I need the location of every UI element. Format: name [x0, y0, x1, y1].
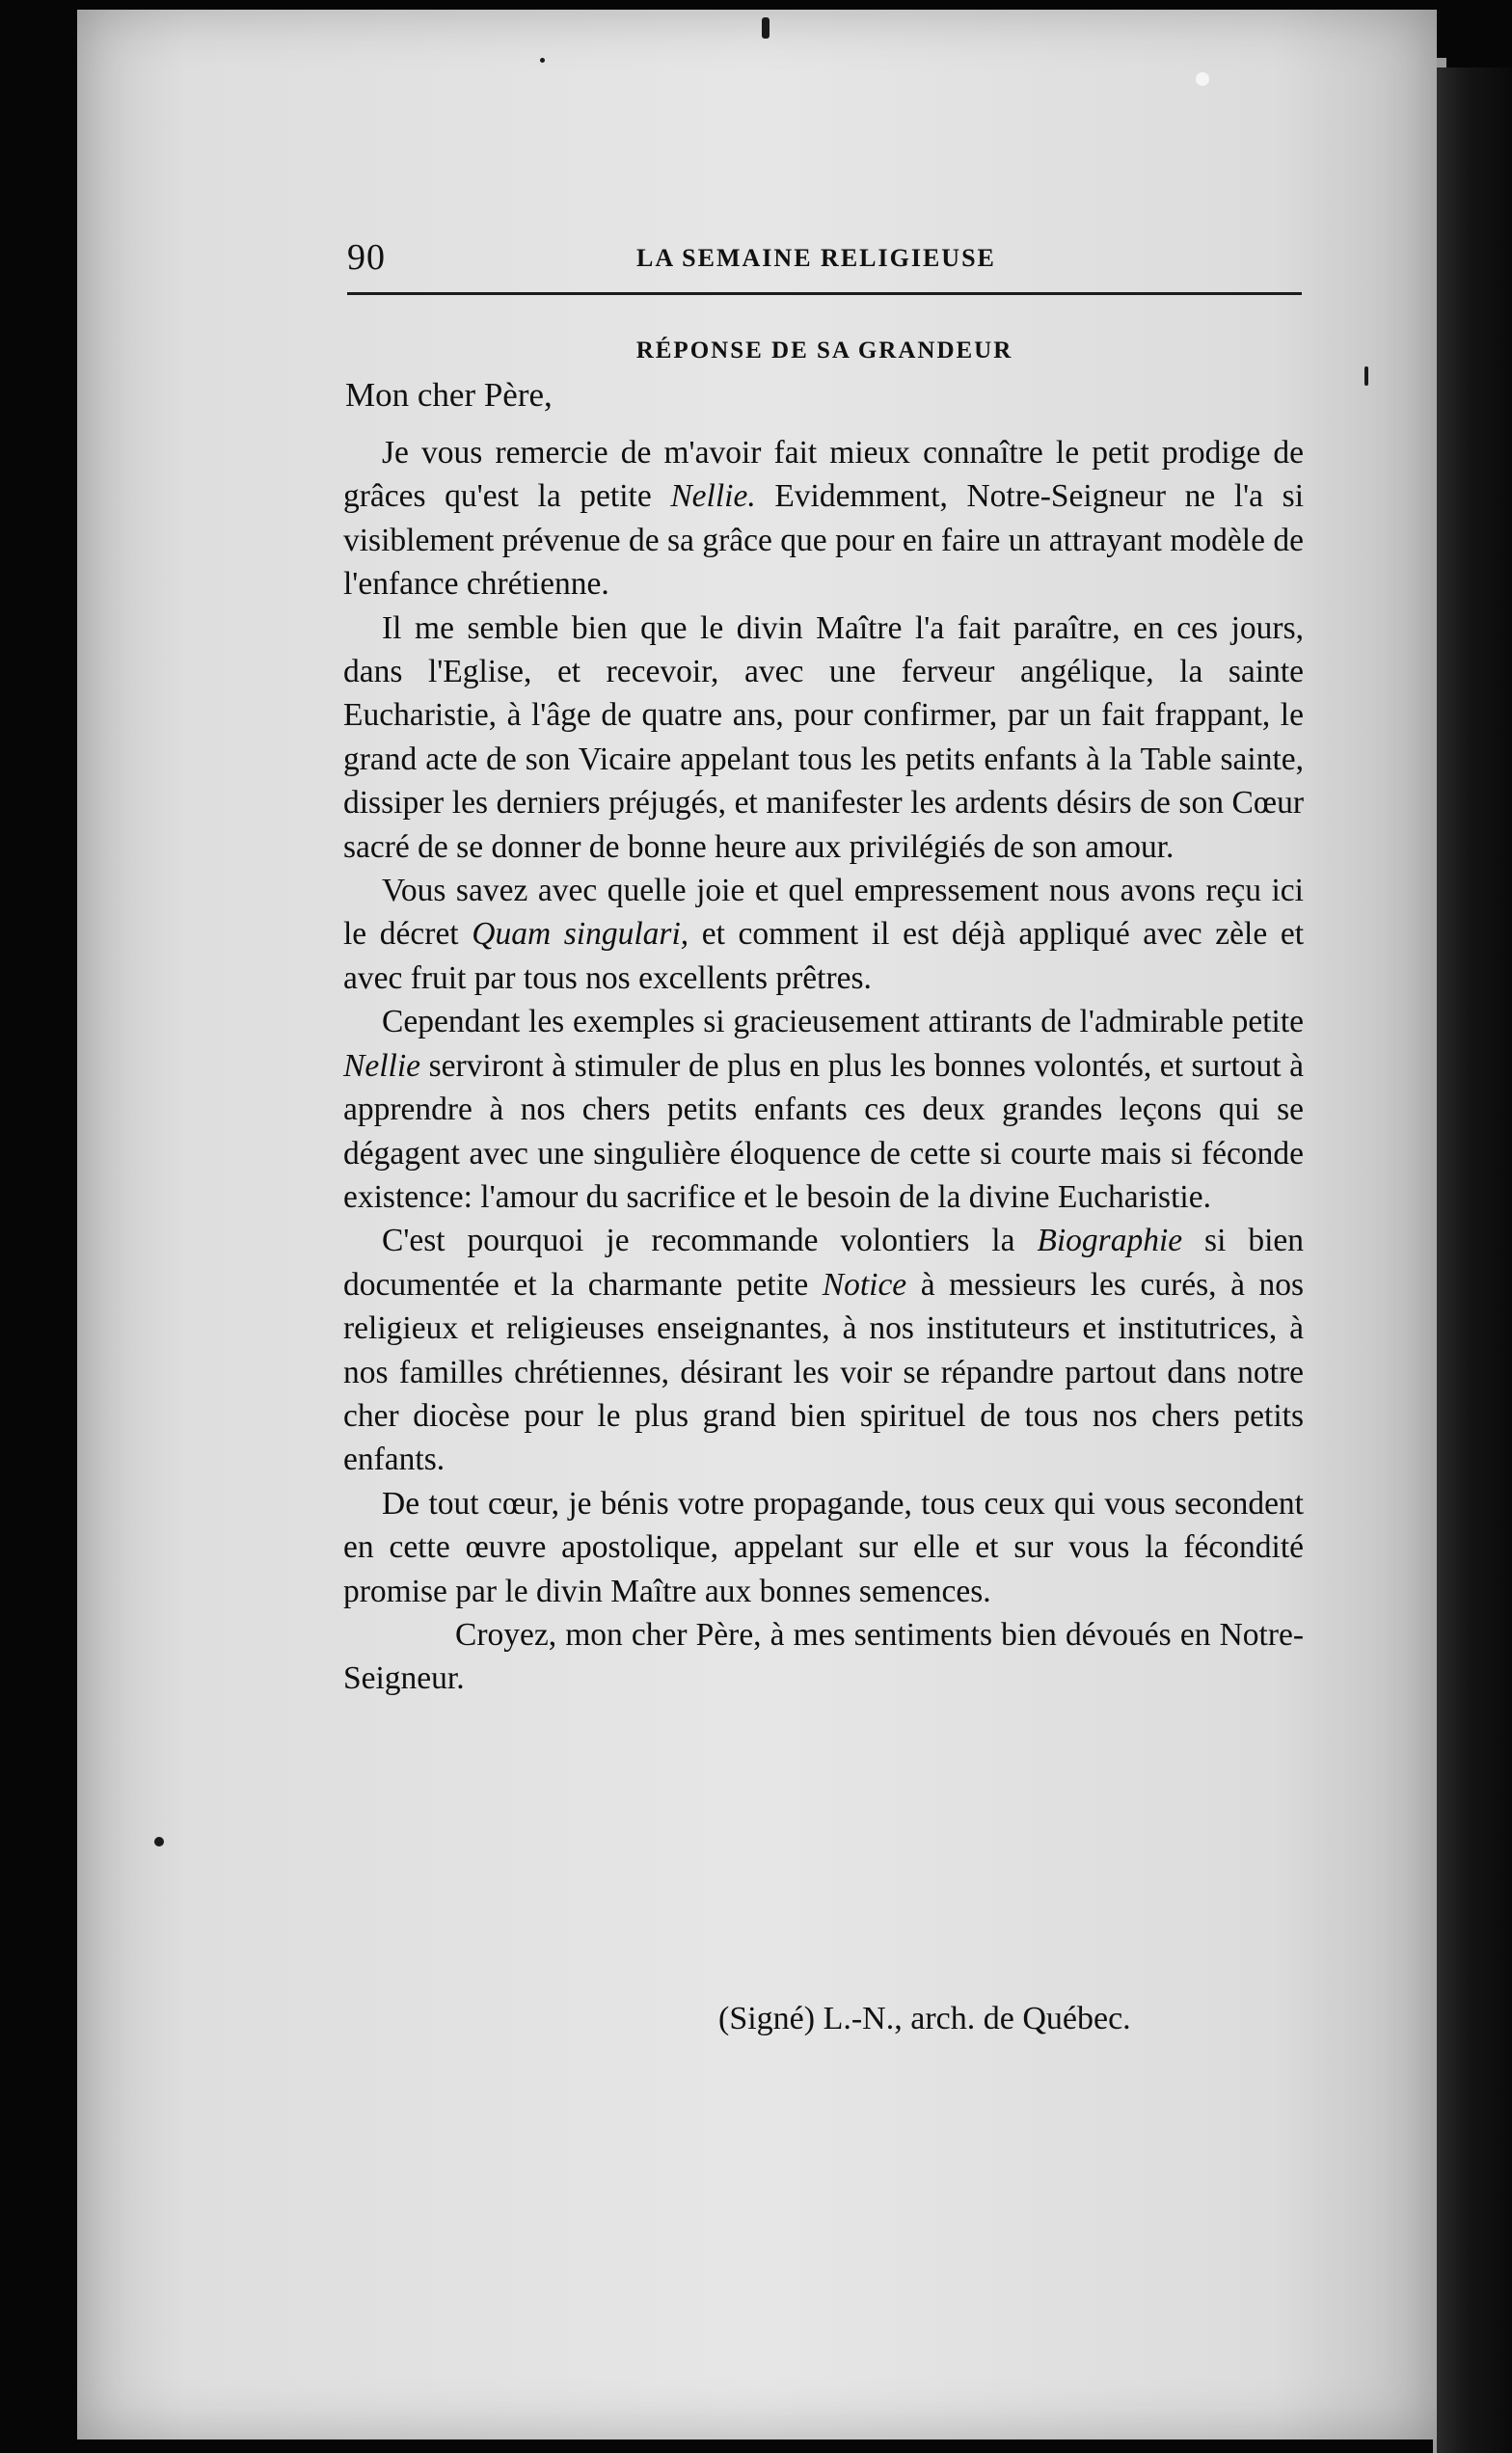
scan-speck: [762, 17, 770, 39]
scan-speck: [154, 1837, 164, 1846]
page-number: 90: [347, 237, 386, 278]
running-head: [347, 236, 1302, 284]
section-heading: RÉPONSE DE SA GRANDEUR: [635, 337, 1013, 364]
letter-body: [343, 431, 1304, 1701]
scan-speck: [540, 58, 545, 63]
paragraph: Cependant les exemples si gracieusement attirants de l'admirable petite Nellie serviront à stimuler de plus en plus les bonnes volontés, et surtout à apprendre à nos chers petits enfants ces deux grandes leçons qui se dégagent avec une singulière éloquence de cette si courte mais si féconde existence: l'amour du sacrifice et le besoin de la divine Eucharistie.: [343, 1004, 1304, 1215]
paragraph: Il me semble bien que le divin Maître l'a fait paraître, en ces jours, dans l'Eglise, et recevoir, avec une ferveur angélique, la sainte Eucharistie, à l'âge de quatre ans, pour confirmer, par un fait frappant, le grand acte de son Vicaire appelant tous les petits enfants à la Table sainte, dissiper les derniers préjugés, et manifester les ardents désirs de son Cœur sacré de se donner de bonne heure aux privilégiés de son amour.: [343, 609, 1304, 865]
scan-speck: [1196, 72, 1209, 86]
closing-formula: Croyez, mon cher Père, à mes sentiments bien dévoués en Notre-Seigneur.: [343, 1616, 1304, 1697]
scan-speck: [1364, 366, 1368, 386]
paragraph: Je vous remercie de m'avoir fait mieux connaître le petit prodige de grâces qu'est la petite Nellie. Evidemment, Notre-Seigneur ne l'a si visiblement prévenue de sa grâce que pour en faire un attrayant modèle de l'enfance chrétienne.: [343, 435, 1305, 603]
paragraph: De tout cœur, je bénis votre propagande, tous ceux qui vous secondent en cette œuvre apostolique, appelant sur elle et sur vous la fécondité promise par le divin Maître aux bonnes semences.: [343, 1485, 1304, 1609]
scan-dark-margin: [1437, 67, 1512, 2453]
salutation: Mon cher Père,: [345, 376, 553, 414]
signature: (Signé) L.-N., arch. de Québec.: [718, 2001, 1131, 2036]
paragraph: C'est pourquoi je recommande volontiers la Biographie si bien documentée et la charmante petite Notice à messieurs les curés, à nos religieux et religieuses enseignantes, à nos instituteurs et institutrices, à nos familles chrétiennes, désirant les voir se répandre partout dans notre cher diocèse pour le plus grand bien spirituel de tous nos chers petits enfants.: [343, 1223, 1304, 1478]
running-title: LA SEMAINE RELIGIEUSE: [636, 244, 996, 272]
header-rule: [347, 292, 1302, 295]
paragraph: Vous savez avec quelle joie et quel empressement nous avons reçu ici le décret Quam singulari, et comment il est déjà appliqué avec zèle et avec fruit par tous nos excellents prêtres.: [343, 873, 1305, 996]
